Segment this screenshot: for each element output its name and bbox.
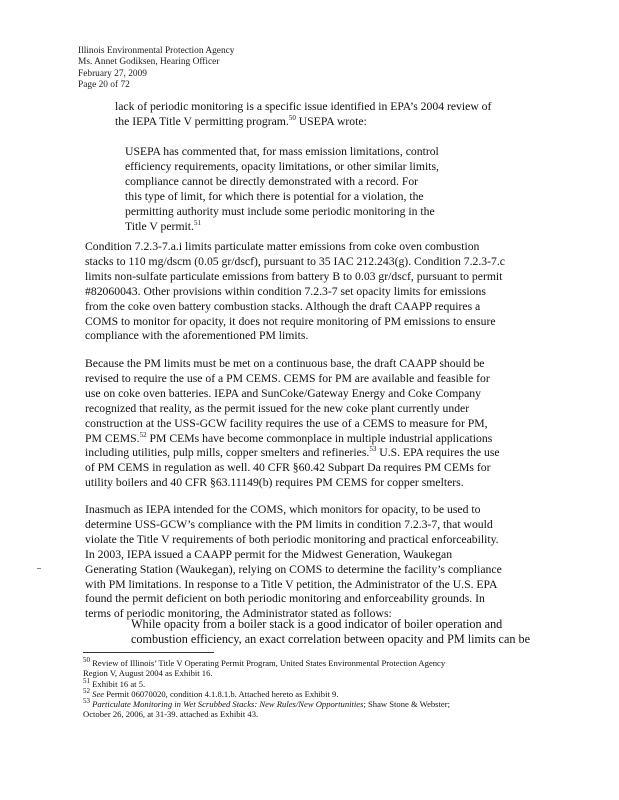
text-line: determine USS-GCW’s compliance with the PM limits in condition 7.2.3-7, that would bbox=[85, 517, 493, 531]
text-line: lack of periodic monitoring is a specific issue identified in EPA’s 2004 review of bbox=[115, 100, 492, 113]
quote-line: this type of limit, for which there is potential for a violation, the bbox=[125, 189, 424, 203]
header-recipient: Ms. Annet Godiksen, Hearing Officer bbox=[78, 57, 220, 68]
text-line: terms of periodic monitoring, the Administrator stated as follows: bbox=[85, 607, 392, 621]
paragraph-4 bbox=[85, 503, 502, 622]
quote-line: USEPA has commented that, for mass emission limitations, control bbox=[125, 145, 439, 158]
footnote-52: $^{52}$ See Permit 06070020, condition 4.1.8.1.b. Attached hereto as Exhibit 9. bbox=[83, 687, 339, 699]
scan-mark bbox=[37, 568, 41, 569]
footnote-ref-53: 53 bbox=[369, 445, 377, 454]
block-quote-usepa bbox=[125, 145, 439, 234]
text-line: Inasmuch as IEPA intended for the COMS, which monitors for opacity, to be used to bbox=[85, 503, 481, 516]
text-line: construction at the USS-GCW facility requires the use of a CEMS to measure for PM, bbox=[85, 416, 488, 430]
quote-line: efficiency requirements, opacity limitations, or other similar limits, bbox=[125, 159, 439, 173]
text-line: of PM CEMS in regulation as well. 40 CFR §60.42 Subpart Da requires PM CEMs for bbox=[85, 461, 491, 475]
text-line: including utilities, pulp mills, copper smelters and refineries.$^{53}$ U.S. EPA requires the use bbox=[85, 445, 500, 460]
text-line: from the coke oven battery combustion stacks. Although the draft CAAPP requires a bbox=[85, 299, 481, 313]
text-line: compliance with the aforementioned PM limits. bbox=[85, 329, 309, 343]
text-line: the IEPA Title V permitting program.$^{50}$ USEPA wrote: bbox=[115, 114, 367, 128]
footnote-divider bbox=[83, 652, 214, 653]
text-line: #82060043. Other provisions within condition 7.2.3-7 set opacity limits for emissions bbox=[85, 284, 486, 298]
text-line: utility boilers and 40 CFR §63.11149(b) requires PM CEMS for copper smelters. bbox=[85, 476, 464, 490]
paragraph-3 bbox=[85, 357, 500, 491]
text-line: recognized that reality, as the permit issued for the new coke plant currently under bbox=[85, 401, 470, 415]
text-line: In 2003, IEPA issued a CAAPP permit for the Midwest Generation, Waukegan bbox=[85, 547, 453, 561]
quote-line: compliance cannot be directly demonstrated with a record. For bbox=[125, 174, 419, 188]
quote-line: permitting authority must include some periodic monitoring in the bbox=[125, 204, 435, 218]
block-quote-administrator bbox=[131, 617, 530, 647]
header-page-number: Page 20 of 72 bbox=[78, 79, 130, 90]
header-agency: Illinois Environmental Protection Agency bbox=[78, 46, 235, 56]
text-line: limits non-sulfate particulate emissions from battery B to 0.03 gr/dscf, pursuant to permit bbox=[85, 269, 503, 283]
quote-line: combustion efficiency, an exact correlation between opacity and PM limits can be bbox=[131, 631, 531, 646]
footnote-53: $^{53}$ Particulate Monitoring in Wet Scrubbed Stacks: New Rules/New Opportunities; Shaw Stone & Webster; October 26, 2006, at 31-39. attached as Exhibit 43. bbox=[83, 697, 450, 720]
footnote-ref-52: 52 bbox=[139, 430, 147, 439]
text-line: COMS to monitor for opacity, it does not require monitoring of PM emissions to ensure bbox=[85, 314, 496, 328]
paragraph-1 bbox=[115, 100, 491, 130]
text-line: violate the Title V requirements of both periodic monitoring and practical enforceability. bbox=[85, 532, 499, 546]
text-line: use on coke oven batteries. IEPA and SunCoke/Gateway Energy and Coke Company bbox=[85, 386, 481, 400]
text-line: Generating Station (Waukegan), relying on COMS to determine the facility’s compliance bbox=[85, 562, 502, 576]
text-line: found the permit deficient on both periodic monitoring and enforceability grounds. In bbox=[85, 592, 485, 606]
text-line: with PM limitations. In response to a Title V petition, the Administrator of the U.S. EPA bbox=[85, 577, 498, 591]
header-date: February 27, 2009 bbox=[78, 68, 147, 79]
text-line: revised to require the use of a PM CEMS. CEMS for PM are available and feasible for bbox=[85, 371, 490, 385]
footnote-ref-50: 50 bbox=[288, 114, 296, 123]
footnote-51: $^{51}$ Exhibit 16 at 5. bbox=[83, 677, 146, 689]
text-line: Because the PM limits must be met on a continuous base, the draft CAAPP should be bbox=[85, 357, 485, 370]
text-line: Condition 7.2.3-7.a.i limits particulate matter emissions from coke oven combustion bbox=[85, 240, 480, 253]
quote-line: Title V permit.$^{51}$ bbox=[125, 218, 201, 233]
letter-header bbox=[78, 46, 234, 91]
text-line: PM CEMS.$^{52}$ PM CEMs have become commonplace in multiple industrial applications bbox=[85, 430, 493, 445]
footnote-ref-51: 51 bbox=[193, 218, 201, 227]
footnote-50: $^{50}$ Review of Illinois’ Title V Operating Permit Program, United States Environmental Protection Agency Region V, August 2004 as Exhibit 16. bbox=[83, 656, 446, 679]
text-line: stacks to 110 mg/dscm (0.05 gr/dscf), pursuant to 35 IAC 212.243(g). Condition 7.2.3-7.c bbox=[85, 254, 505, 268]
paragraph-2 bbox=[85, 240, 505, 344]
quote-line: While opacity from a boiler stack is a good indicator of boiler operation and bbox=[131, 617, 503, 631]
